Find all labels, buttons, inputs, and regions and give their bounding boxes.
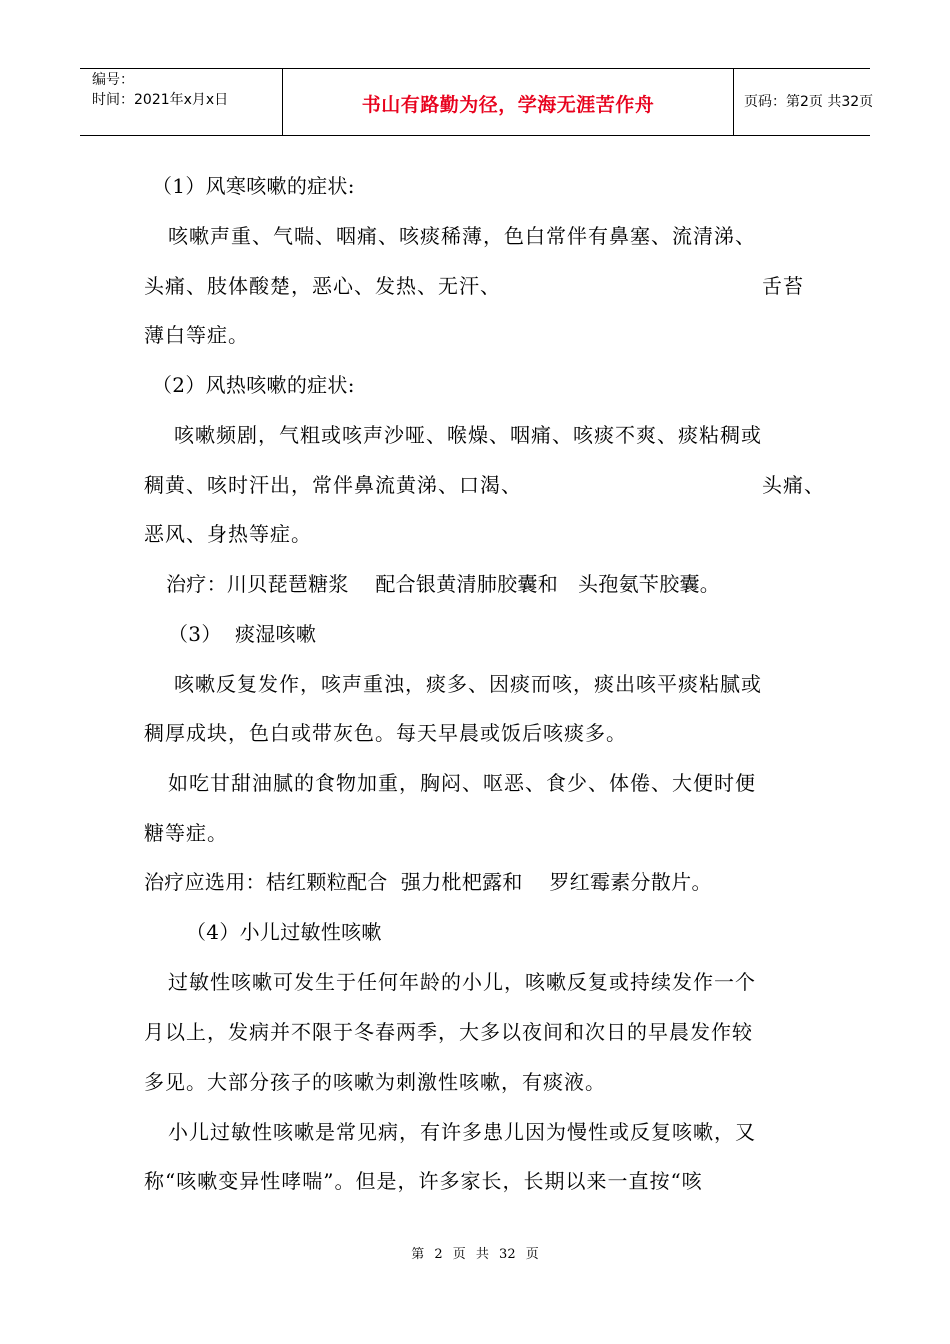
paragraph-line: 头痛、 <box>762 473 825 497</box>
section-heading: （4）小儿过敏性咳嗽 <box>186 920 382 944</box>
paragraph-line: 恶风、身热等症。 <box>144 522 312 546</box>
section-heading: （2）风热咳嗽的症状: <box>152 373 355 397</box>
header-left-cell <box>80 69 282 135</box>
paragraph-line: 咳嗽反复发作，咳声重浊，痰多、因痰而咳，痰出咳平痰粘腻或 <box>174 672 762 696</box>
paragraph-line: 稠黄、咳时汗出，常伴鼻流黄涕、口渴、 <box>144 473 522 497</box>
paragraph-line: 小儿过敏性咳嗽是常见病，有许多患儿因为慢性或反复咳嗽，又 <box>168 1120 756 1144</box>
page-footer: 第 2 页 共 32 页 <box>411 1247 539 1262</box>
header-table <box>80 68 874 136</box>
paragraph-line: 糖等症。 <box>144 821 228 845</box>
header-motto: 书山有路勤为径，学海无涯苦作舟 <box>361 94 655 116</box>
paragraph-line: 称“咳嗽变异性哮喘”。但是，许多家长，长期以来一直按“咳 <box>144 1169 703 1193</box>
paragraph-line: 月以上，发病并不限于冬春两季，大多以夜间和次日的早晨发作较 <box>144 1020 753 1044</box>
document-date-label: 时间：2021年x月x日 <box>92 92 229 108</box>
header-right-cell <box>734 69 874 135</box>
paragraph-line: 薄白等症。 <box>144 323 249 347</box>
header-middle-cell <box>282 69 734 135</box>
paragraph-line: 咳嗽频剧，气粗或咳声沙哑、喉燥、咽痛、咳痰不爽、痰粘稠或 <box>174 423 762 447</box>
paragraph-line: 过敏性咳嗽可发生于任何年龄的小儿，咳嗽反复或持续发作一个 <box>168 970 756 994</box>
paragraph-line: 舌苔 <box>762 274 804 298</box>
document-number-label: 编号： <box>92 72 134 88</box>
section-heading: （3） 痰湿咳嗽 <box>168 622 317 646</box>
paragraph-line: 多见。大部分孩子的咳嗽为刺激性咳嗽，有痰液。 <box>144 1070 606 1094</box>
header-page-label: 页码：第2页 共32页 <box>744 94 874 110</box>
section-heading: （1）风寒咳嗽的症状: <box>152 174 355 198</box>
paragraph-line: 稠厚成块，色白或带灰色。每天早晨或饭后咳痰多。 <box>144 721 627 745</box>
paragraph-line: 如吃甘甜油腻的食物加重，胸闷、呕恶、食少、体倦、大便时便 <box>168 771 756 795</box>
paragraph-line: 咳嗽声重、气喘、咽痛、咳痰稀薄，色白常伴有鼻塞、流清涕、 <box>168 224 756 248</box>
treatment-line: 治疗应选用：桔红颗粒配合 强力枇杷露和 罗红霉素分散片。 <box>144 870 712 894</box>
paragraph-line: 头痛、肢体酸楚，恶心、发热、无汗、 <box>144 274 501 298</box>
treatment-line: 治疗：川贝琵琶糖浆 配合银黄清肺胶囊和 头孢氨苄胶囊。 <box>166 572 721 596</box>
